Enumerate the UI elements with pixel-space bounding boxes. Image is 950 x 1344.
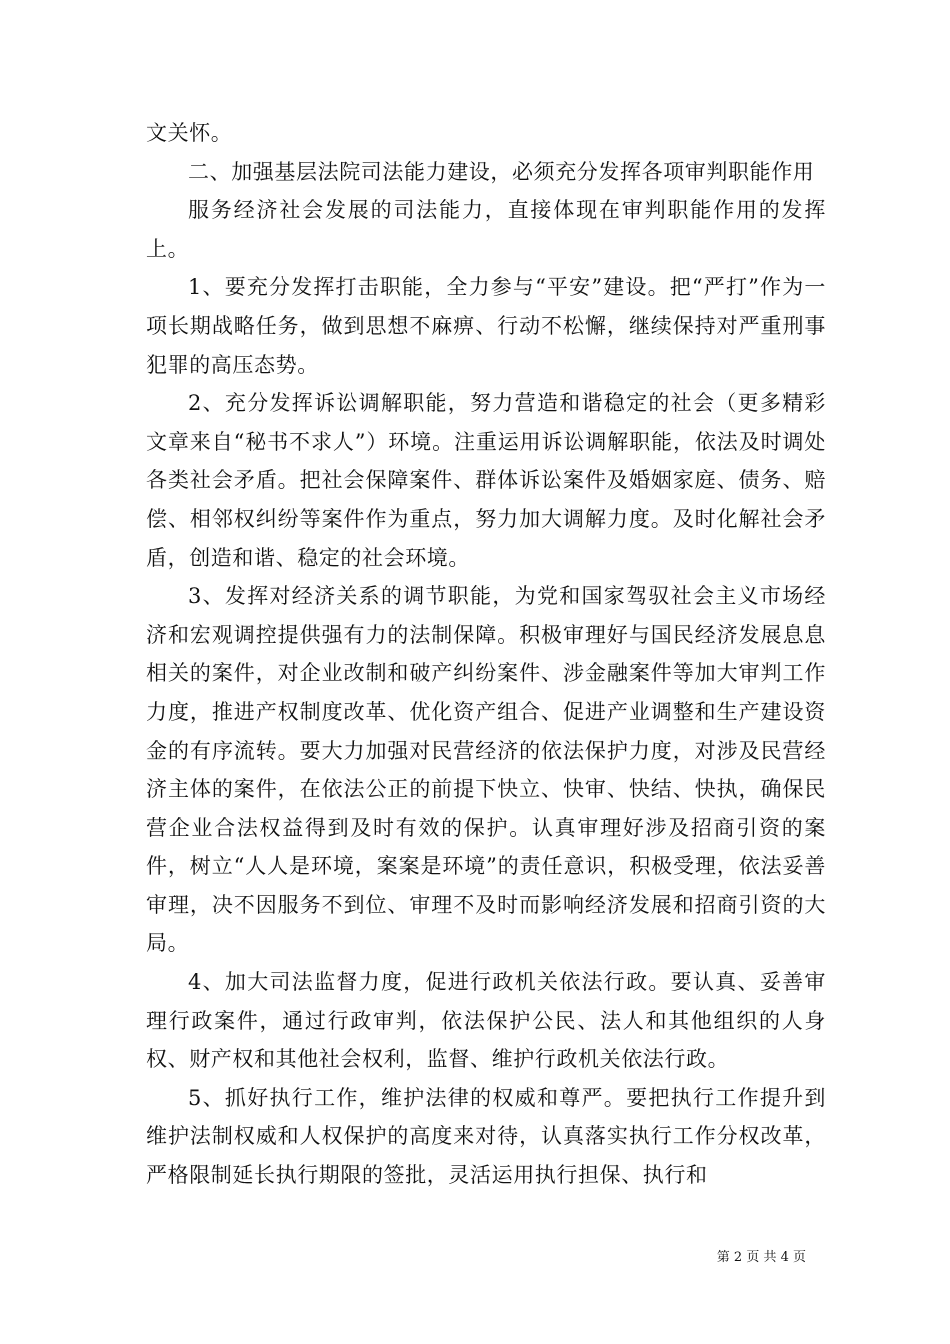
list-item-1: 1、要充分发挥打击职能，全力参与“平安”建设。把“严打”作为一项长期战略任务，做到思想不麻痹、行动不松懈，继续保持对严重刑事犯罪的高压态势。 bbox=[146, 275, 826, 377]
document-body bbox=[146, 114, 826, 1195]
paragraph-3: 服务经济社会发展的司法能力，直接体现在审判职能作用的发挥上。 bbox=[146, 198, 826, 261]
list-item-2: 2、充分发挥诉讼调解职能，努力营造和谐稳定的社会（更多精彩文章来自“秘书不求人”）环境。注重运用诉讼调解职能，依法及时调处各类社会矛盾。把社会保障案件、群体诉讼案件及婚姻家庭、债务、赔偿、相邻权纠纷等案件作为重点，努力加大调解力度。及时化解社会矛盾，创造和谐、稳定的社会环境。 bbox=[146, 391, 826, 570]
list-item-3: 3、发挥对经济关系的调节职能，为党和国家驾驭社会主义市场经济和宏观调控提供强有力的法制保障。积极审理好与国民经济发展息息相关的案件，对企业改制和破产纠纷案件、涉金融案件等加大审判工作力度，推进产权制度改革、优化资产组合、促进产业调整和生产建设资金的有序流转。要大力加强对民营经济的依法保护力度，对涉及民营经济主体的案件，在依法公正的前提下快立、快审、快结、快执，确保民营企业合法权益得到及时有效的保护。认真审理好涉及招商引资的案件，树立“人人是环境，案案是环境”的责任意识，积极受理，依法妥善审理，决不因服务不到位、审理不及时而影响经济发展和招商引资的大局。 bbox=[146, 584, 826, 956]
page-number-footer: 第 2 页 共 4 页 bbox=[716, 1250, 806, 1265]
list-item-4: 4、加大司法监督力度，促进行政机关依法行政。要认真、妥善审理行政案件，通过行政审判，依法保护公民、法人和其他组织的人身权、财产权和其他社会权利，监督、维护行政机关依法行政。 bbox=[146, 970, 826, 1072]
section-heading-2: 二、加强基层法院司法能力建设，必须充分发挥各项审判职能作用 bbox=[188, 159, 815, 184]
list-item-5: 5、抓好执行工作，维护法律的权威和尊严。要把执行工作提升到维护法制权威和人权保护的高度来对待，认真落实执行工作分权改革，严格限制延长执行期限的签批，灵活运用执行担保、执行和 bbox=[146, 1085, 826, 1188]
paragraph-1: 文关怀。 bbox=[146, 121, 233, 145]
